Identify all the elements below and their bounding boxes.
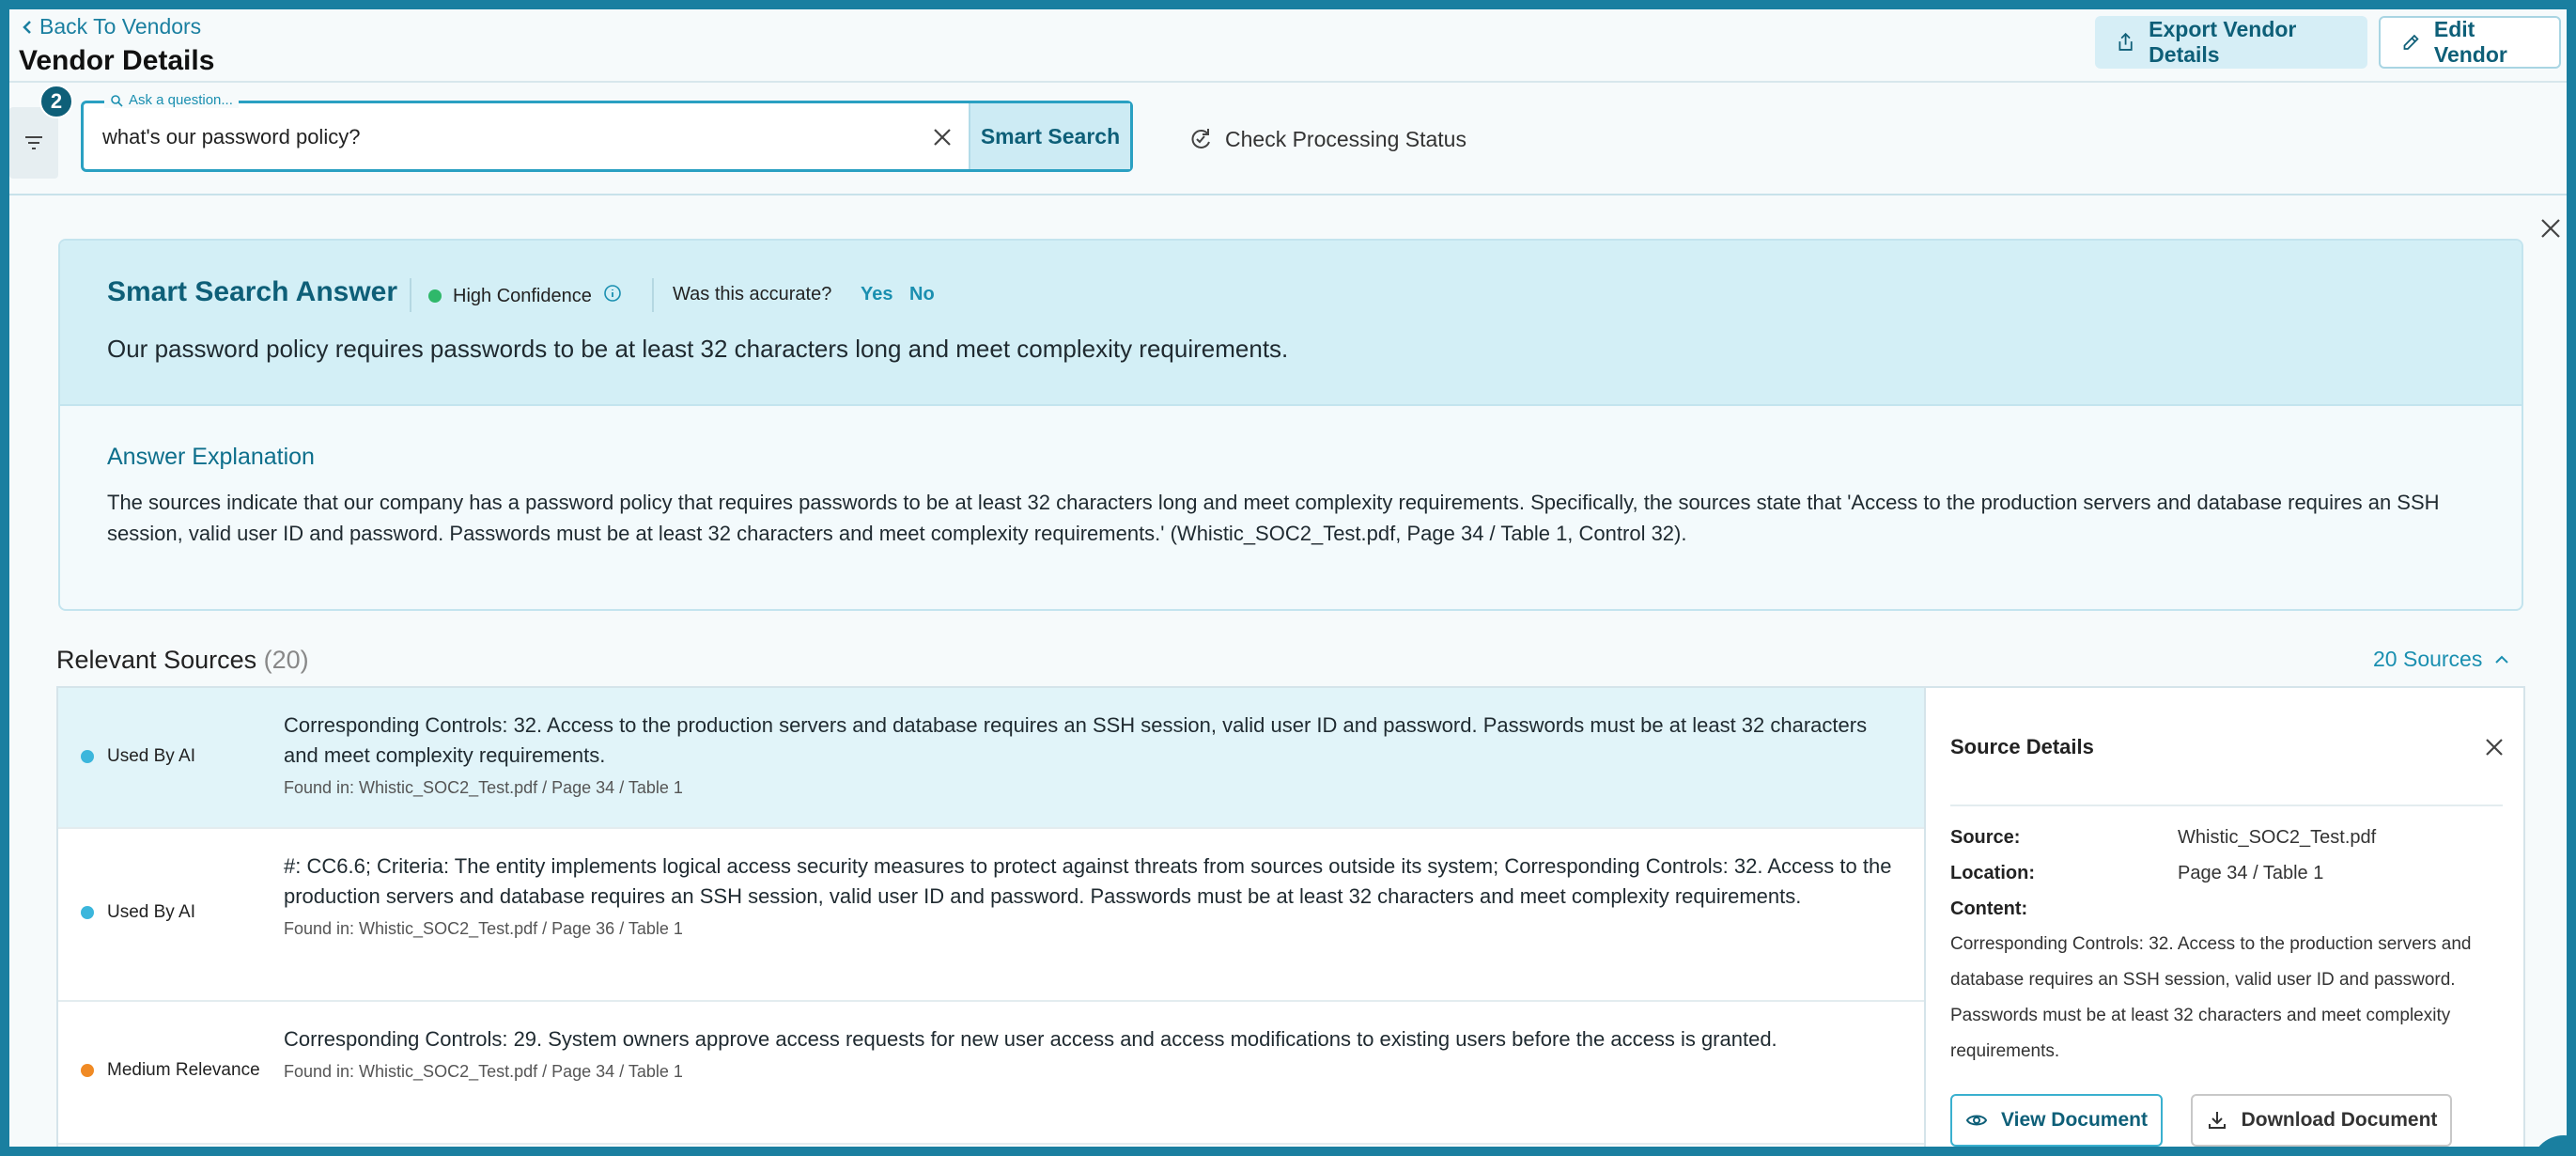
source-tag <box>81 902 195 923</box>
answer-text: Our password policy requires passwords to be at least 32 characters long and meet complexity requirements. <box>107 335 1289 363</box>
download-icon <box>2206 1109 2228 1132</box>
filter-count-badge: 2 <box>39 85 73 118</box>
tag-dot <box>81 906 94 919</box>
export-label: Export Vendor Details <box>2149 17 2297 67</box>
relevant-sources-title <box>56 646 309 675</box>
tag-label: Used By AI <box>107 902 195 922</box>
filter-icon <box>23 132 45 154</box>
source-tag <box>81 746 195 767</box>
source-body <box>284 1024 1900 1082</box>
header-divider <box>9 81 2576 83</box>
help-chat-button[interactable] <box>2531 1135 2576 1156</box>
source-body <box>284 711 1900 798</box>
source-location: Found in: Whistic_SOC2_Test.pdf / Page 36 / Table 1 <box>284 919 683 938</box>
location-field-label: Location: <box>1950 863 2035 883</box>
filter-button[interactable] <box>9 107 58 179</box>
page-title: Vendor Details <box>19 45 215 76</box>
search-legend <box>104 92 239 108</box>
pencil-icon <box>2401 31 2421 54</box>
search-input[interactable] <box>102 120 910 154</box>
tag-dot <box>81 1064 94 1077</box>
location-field-value: Page 34 / Table 1 <box>2178 863 2324 883</box>
source-details-title: Source Details <box>1950 735 2094 758</box>
source-tag <box>81 1060 260 1081</box>
close-icon <box>2537 214 2565 242</box>
tag-dot <box>81 750 94 763</box>
separator <box>410 278 411 312</box>
sources-title-label: Relevant Sources <box>56 646 257 674</box>
back-to-vendors-link[interactable] <box>21 14 201 39</box>
smart-search-answer-card <box>58 239 2523 611</box>
source-field-label: Source: <box>1950 827 2021 848</box>
accuracy-prompt: Was this accurate? <box>673 284 832 305</box>
download-document-label: Download Document <box>2241 1109 2438 1131</box>
feedback-no-button[interactable]: No <box>909 284 935 305</box>
export-vendor-details-button[interactable] <box>2095 16 2367 69</box>
source-text: #: CC6.6; Criteria: The entity implements logical access security measures to protect against threats from sources outside its system; Corresponding Controls: 32. Access to the production servers and database requires an SSH session, valid user ID and password. Passwords must be at least 32 characters and meet complexity requirements. <box>284 854 1892 908</box>
source-location: Found in: Whistic_SOC2_Test.pdf / Page 34 / Table 1 <box>284 778 683 797</box>
search-legend-label: Ask a question... <box>129 92 233 108</box>
sources-toggle[interactable] <box>2373 647 2510 672</box>
view-document-button[interactable] <box>1950 1094 2163 1147</box>
refresh-icon <box>1187 126 1214 152</box>
source-row[interactable] <box>58 688 1924 829</box>
explanation-heading: Answer Explanation <box>107 444 315 470</box>
explanation-text: The sources indicate that our company has a password policy that requires passwords to be at least 32 characters long and meet complexity requirements. Specifically, the sources state that 'Access to the production servers and database requires an SSH session, valid user ID and password. Passwords must be at least 32 characters and meet complexity requirements.' (Whistic_SOC2_Test.pdf, Page 34 / Table 1, Control 32). <box>107 491 2440 545</box>
download-document-button[interactable] <box>2191 1094 2452 1147</box>
confidence-indicator <box>428 284 622 308</box>
sources-count: (20) <box>263 646 309 674</box>
feedback-yes-button[interactable]: Yes <box>861 284 893 305</box>
clear-search-button[interactable] <box>927 122 957 152</box>
answer-summary <box>60 241 2522 406</box>
close-icon <box>2482 735 2506 759</box>
close-source-details-button[interactable] <box>2482 735 2506 759</box>
search-icon <box>110 94 123 107</box>
source-field-value: Whistic_SOC2_Test.pdf <box>2178 827 2377 848</box>
source-text: Corresponding Controls: 29. System owners approve access requests for new user access and access modifications to existing users before the access is granted. <box>284 1027 1777 1051</box>
chevron-left-icon <box>21 21 34 34</box>
confidence-dot <box>428 289 442 303</box>
close-answer-panel-button[interactable] <box>2537 214 2565 242</box>
edit-vendor-button[interactable] <box>2379 16 2561 69</box>
source-details-pane <box>1924 688 2523 1154</box>
check-processing-status-button[interactable] <box>1187 126 1466 152</box>
sources-panel <box>56 686 2525 1156</box>
source-body <box>284 851 1900 939</box>
back-label: Back To Vendors <box>39 14 202 39</box>
content-field-value: Corresponding Controls: 32. Access to the production servers and database requires an SSH session, valid user ID and password. Passwords must be at least 32 characters and meet complexity requirements. <box>1950 934 2472 1061</box>
smart-search-box <box>81 92 1133 172</box>
tag-label: Medium Relevance <box>107 1060 260 1080</box>
confidence-label: High Confidence <box>453 285 592 306</box>
view-document-label: View Document <box>2001 1109 2148 1131</box>
close-icon <box>927 122 957 152</box>
share-icon <box>2116 31 2135 54</box>
edit-label: Edit Vendor <box>2433 17 2507 67</box>
chevron-up-icon <box>2493 651 2510 668</box>
search-divider <box>9 194 2576 195</box>
source-location: Found in: Whistic_SOC2_Test.pdf / Page 34 / Table 1 <box>284 1062 683 1081</box>
sources-list <box>58 688 1924 1154</box>
source-row[interactable] <box>58 1002 1924 1145</box>
source-text: Corresponding Controls: 32. Access to the production servers and database requires an SSH session, valid user ID and password. Passwords must be at least 32 characters and meet complexity requirements. <box>284 713 1868 767</box>
details-divider <box>1950 805 2503 806</box>
answer-heading: Smart Search Answer <box>107 276 398 307</box>
tag-label: Used By AI <box>107 746 195 766</box>
info-icon[interactable] <box>603 284 622 308</box>
eye-icon <box>1965 1109 1988 1132</box>
source-row[interactable] <box>58 829 1924 1002</box>
smart-search-button[interactable]: Smart Search <box>969 103 1130 169</box>
status-label: Check Processing Status <box>1225 126 1466 151</box>
separator <box>652 278 654 312</box>
sources-toggle-label: 20 Sources <box>2373 647 2483 671</box>
content-field-label: Content: <box>1950 898 2028 919</box>
